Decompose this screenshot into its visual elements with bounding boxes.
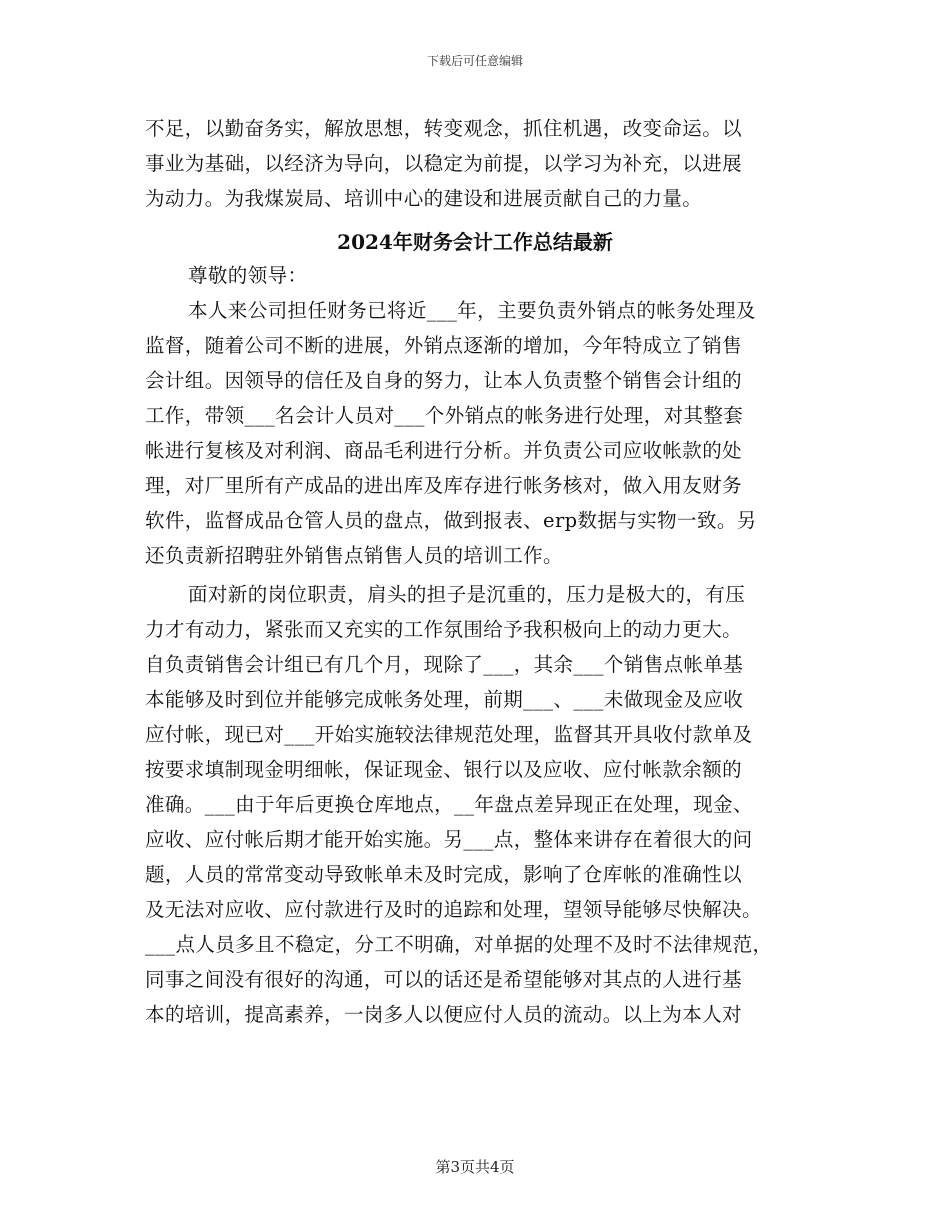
paragraph2-line: 题，人员的常常变动导致帐单未及时完成，影响了仓库帐的准确性以 xyxy=(145,863,743,886)
page-header: 下载后可任意编辑 xyxy=(426,54,523,68)
paragraph1-line: 本人来公司担任财务已将近___年，主要负责外销点的帐务处理及 xyxy=(188,299,756,322)
intro-line: 事业为基础，以经济为导向，以稳定为前提，以学习为补充，以进展 xyxy=(145,152,743,175)
paragraph2-line: 应付帐，现已对___开始实施较法律规范处理，监督其开具收付款单及 xyxy=(145,723,753,746)
paragraph2-line: 按要求填制现金明细帐，保证现金、银行以及应收、应付帐款余额的 xyxy=(145,758,743,781)
intro-line: 不足，以勤奋务实，解放思想，转变观念，抓住机遇，改变命运。以 xyxy=(145,117,743,140)
paragraph2-line: 准确。___由于年后更换仓库地点，__年盘点差异现正在处理，现金、 xyxy=(145,793,753,816)
paragraph1-line: 还负责新招聘驻外销售点销售人员的培训工作。 xyxy=(145,544,563,567)
intro-line: 为动力。为我煤炭局、培训中心的建设和进展贡献自己的力量。 xyxy=(145,187,703,210)
paragraph1-line: 软件，监督成品仓管人员的盘点，做到报表、erp数据与实物一致。另 xyxy=(145,509,757,532)
paragraph2-line: 面对新的岗位职责，肩头的担子是沉重的，压力是极大的，有压 xyxy=(188,583,746,606)
page-footer: 第3页共4页 xyxy=(435,1158,515,1176)
paragraph2-line: 同事之间没有很好的沟通，可以的话还是希望能够对其点的人进行基 xyxy=(145,968,743,991)
paragraph1-line: 理，对厂里所有产成品的进出库及库存进行帐务核对，做入用友财务 xyxy=(145,474,743,497)
paragraph1-line: 工作，带领___名会计人员对___个外销点的帐务进行处理，对其整套 xyxy=(145,404,744,427)
paragraph2-line: 自负责销售会计组已有几个月，现除了___，其余___个销售点帐单基 xyxy=(145,653,744,676)
paragraph2-line: 及无法对应收、应付款进行及时的追踪和处理，望领导能够尽快解决。 xyxy=(145,898,762,921)
paragraph2-line: ___点人员多且不稳定，分工不明确，对单据的处理不及时不法律规范， xyxy=(145,933,773,956)
paragraph2-line: 本能够及时到位并能够完成帐务处理，前期___、___未做现金及应收 xyxy=(145,688,744,711)
paragraph2-line: 力才有动力，紧张而又充实的工作氛围给予我积极向上的动力更大。 xyxy=(145,618,743,641)
paragraph2-line: 本的培训，提高素养，一岗多人以便应付人员的流动。以上为本人对 xyxy=(145,1003,743,1026)
paragraph1-line: 会计组。因领导的信任及自身的努力，让本人负责整个销售会计组的 xyxy=(145,369,743,392)
paragraph2-line: 应收、应付帐后期才能开始实施。另___点，整体来讲存在着很大的问 xyxy=(145,828,753,851)
paragraph1-line: 监督，随着公司不断的进展，外销点逐渐的增加，今年特成立了销售 xyxy=(145,334,743,357)
document-title: 2024年财务会计工作总结最新 xyxy=(337,230,613,254)
salutation: 尊敬的领导： xyxy=(188,264,308,287)
paragraph1-line: 帐进行复核及对利润、商品毛利进行分析。并负责公司应收帐款的处 xyxy=(145,439,743,462)
